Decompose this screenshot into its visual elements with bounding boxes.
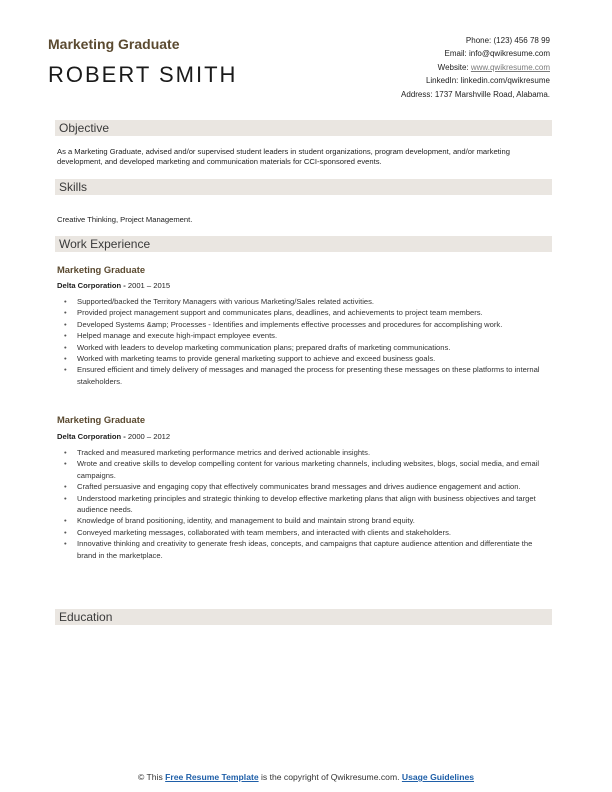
contact-phone: Phone: (123) 456 78 99 xyxy=(465,36,550,45)
contact-website-label: Website: xyxy=(437,62,471,72)
list-item: • Helped manage and execute high-impact employee events. xyxy=(77,330,552,341)
skills-text: Creative Thinking, Project Management. xyxy=(57,215,193,224)
section-heading-skills: Skills xyxy=(52,179,552,195)
contact-website xyxy=(401,61,550,74)
candidate-name: ROBERT SMITH xyxy=(48,62,238,87)
header-job-title: Marketing Graduate xyxy=(48,36,180,52)
section-heading-objective: Objective xyxy=(52,120,552,136)
usage-guidelines-link[interactable]: Usage Guidelines xyxy=(401,772,475,782)
list-item: • Innovative thinking and creativity to generate fresh ideas, concepts, and campaigns that capture audience attention and differentiate the brand in the marketplace. xyxy=(77,538,552,561)
list-item: • Ensured efficient and timely delivery of messages and managed the process for presenting these messages on these platforms to internal stakeholders. xyxy=(77,364,552,387)
list-item: • Provided project management support and communicates plans, deadlines, and achievements to project team members. xyxy=(77,307,552,318)
job-company-1: Delta Corporation - xyxy=(57,281,128,290)
contact-block xyxy=(401,34,550,101)
list-item: • Tracked and measured marketing performance metrics and derived actionable insights. xyxy=(77,447,552,458)
contact-linkedin: LinkedIn: linkedin.com/qwikresume xyxy=(425,76,550,86)
job-company-2: Delta Corporation - xyxy=(57,432,128,441)
list-item: • Knowledge of brand positioning, identity, and management to build and maintain strong brand equity. xyxy=(77,515,552,526)
copyright-footer xyxy=(0,772,612,782)
list-item: • Developed Systems &amp; Processes - Identifies and implements effective processes and procedures for accomplishing work. xyxy=(77,319,552,330)
job-bullets-1 xyxy=(57,296,552,387)
list-item: • Conveyed marketing messages, collaborated with team members, and interacted with clients and stakeholders. xyxy=(77,527,552,538)
section-heading-work-experience: Work Experience xyxy=(52,236,552,252)
footer-middle: is the copyright of Qwikresume.com. xyxy=(258,772,402,782)
list-item: • Wrote and creative skills to develop compelling content for various marketing channels, including websites, blogs, social media, and email campaigns. xyxy=(77,458,552,481)
job-dates-1: 2001 – 2015 xyxy=(127,281,171,290)
contact-address: Address: 1737 Marshville Road, Alabama. xyxy=(401,89,550,99)
website-link[interactable]: www.qwikresume.com xyxy=(470,62,550,72)
objective-text: As a Marketing Graduate, advised and/or supervised student leaders in student organizations, program development, and/or marketing development, and developed marketing and communication materials for CCI-sponsored events. xyxy=(57,147,510,166)
job-title-1: Marketing Graduate xyxy=(57,264,146,275)
footer-prefix: © This xyxy=(137,772,166,782)
list-item: • Crafted persuasive and engaging copy that effectively communicates brand messages and drives audience engagement and action. xyxy=(77,481,552,492)
section-heading-education: Education xyxy=(52,609,552,625)
job-meta-1 xyxy=(57,281,170,290)
job-meta-2 xyxy=(57,432,170,441)
list-item: • Supported/backed the Territory Managers with various Marketing/Sales related activities. xyxy=(77,296,552,307)
list-item: • Worked with marketing teams to provide general marketing support to achieve and exceed business goals. xyxy=(77,353,552,364)
job-dates-2: 2000 – 2012 xyxy=(127,432,171,441)
contact-email: Email: info@qwikresume.com xyxy=(444,49,550,59)
list-item: • Understood marketing principles and strategic thinking to develop effective marketing plans that align with business objectives and target audience needs. xyxy=(77,493,552,516)
job-title-2: Marketing Graduate xyxy=(57,414,146,425)
job-bullets-2 xyxy=(57,447,552,561)
free-resume-template-link[interactable]: Free Resume Template xyxy=(165,772,259,782)
list-item: • Worked with leaders to develop marketing communication plans; prepared drafts of marketing communications. xyxy=(77,342,552,353)
